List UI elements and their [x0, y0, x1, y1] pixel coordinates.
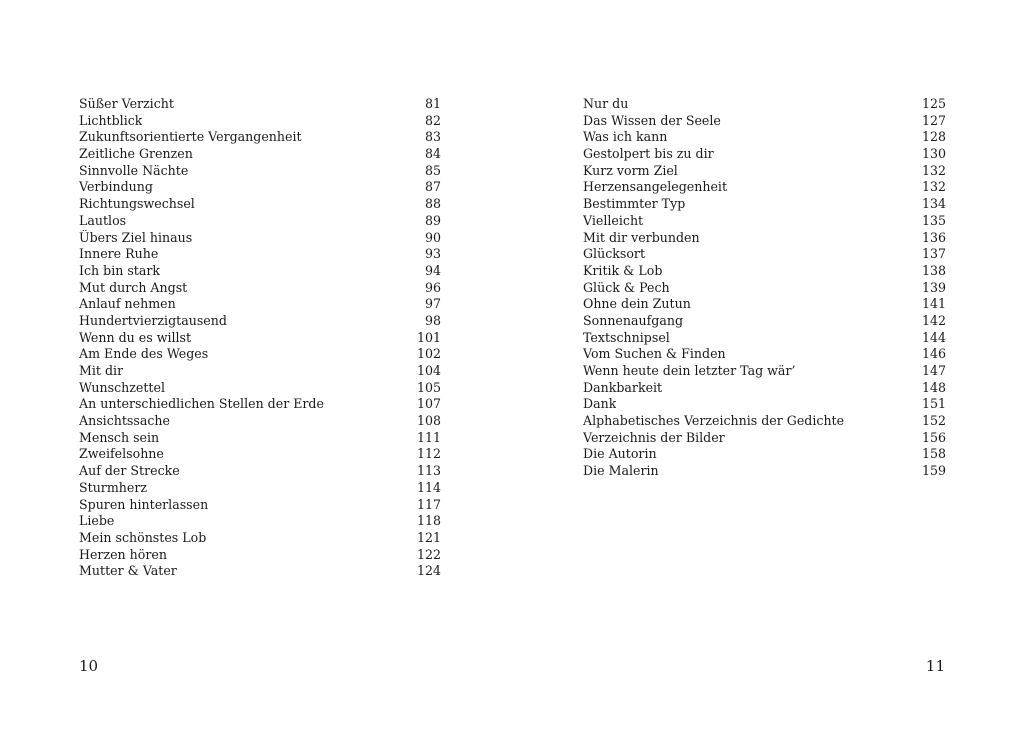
toc-entry [79, 96, 441, 113]
toc-entry-page: 96 [424, 279, 441, 295]
toc-entry-page: 98 [424, 312, 441, 328]
toc-entry-page: 127 [921, 112, 946, 128]
toc-entry-page: 134 [921, 196, 946, 212]
toc-entry-page: 125 [921, 96, 946, 111]
toc-entry-page: 113 [416, 463, 441, 479]
toc-entry-title: Das Wissen der Seele [583, 112, 721, 128]
toc-entry-page: 89 [424, 212, 441, 228]
toc-entry-title: An unterschiedlichen Stellen der Erde [79, 396, 324, 412]
toc-entry [583, 263, 946, 280]
toc-entry [79, 129, 441, 146]
toc-entry [583, 163, 946, 180]
toc-entry [583, 313, 946, 330]
toc-entry [79, 396, 441, 413]
toc-entry-page: 97 [424, 296, 441, 312]
toc-entry-title: Kurz vorm Ziel [583, 162, 678, 178]
toc-entry-page: 112 [416, 446, 441, 462]
toc-entry-title: Richtungswechsel [79, 196, 195, 212]
toc-entry-page: 90 [424, 229, 441, 245]
toc-entry [583, 446, 946, 463]
toc-entry-title: Mutter & Vater [79, 563, 177, 579]
toc-entry-page: 108 [416, 413, 441, 429]
toc-entry-page: 84 [424, 146, 441, 162]
toc-entry [583, 196, 946, 213]
toc-entry-title: Zukunftsorientierte Vergangenheit [79, 129, 302, 145]
toc-entry-title: Lichtblick [79, 112, 143, 128]
toc-entry [79, 179, 441, 196]
toc-entry-title: Vielleicht [583, 212, 644, 228]
toc-entry-page: 87 [424, 179, 441, 195]
toc-entry [583, 246, 946, 263]
toc-entry-page: 136 [921, 229, 946, 245]
toc-entry-page: 124 [416, 563, 441, 579]
toc-entry-page: 152 [921, 413, 946, 429]
toc-entry-page: 118 [416, 513, 441, 529]
toc-entry [583, 430, 946, 447]
toc-entry [79, 363, 441, 380]
toc-entry-title: Süßer Verzicht [79, 96, 174, 111]
toc-entry [79, 463, 441, 480]
toc-entry-title: Herzen hören [79, 546, 167, 562]
toc-entry-page: 142 [921, 312, 946, 328]
toc-entry-title: Sonnenaufgang [583, 312, 684, 328]
toc-entry-title: Zeitliche Grenzen [79, 146, 193, 162]
toc-entry-title: Mit dir [79, 363, 124, 378]
toc-entry [79, 380, 441, 397]
toc-entry-title: Wunschzettel [79, 379, 165, 395]
toc-entry-title: Wenn du es willst [79, 329, 192, 345]
toc-entry [583, 363, 946, 380]
toc-entry-page: 104 [416, 363, 441, 378]
toc-entry [79, 196, 441, 213]
toc-entry-page: 141 [921, 296, 946, 312]
toc-entry [583, 179, 946, 196]
toc-entry-title: Liebe [79, 513, 115, 529]
table-of-contents-left [79, 96, 441, 580]
toc-entry [79, 346, 441, 363]
toc-entry-page: 111 [416, 429, 441, 445]
toc-entry [79, 146, 441, 163]
toc-entry-page: 128 [921, 129, 946, 145]
toc-entry-title: Mit dir verbunden [583, 229, 700, 245]
toc-entry-page: 148 [921, 379, 946, 395]
toc-entry-title: Alphabetisches Verzeichnis der Gedichte [583, 413, 845, 429]
toc-entry [583, 213, 946, 230]
toc-entry-page: 88 [424, 196, 441, 212]
toc-entry-title: Dankbarkeit [583, 379, 663, 395]
toc-entry-title: Vom Suchen & Finden [583, 346, 726, 362]
toc-entry-page: 132 [921, 162, 946, 178]
toc-entry-title: Gestolpert bis zu dir [583, 146, 714, 162]
toc-entry [583, 113, 946, 130]
toc-entry [583, 396, 946, 413]
toc-entry [79, 430, 441, 447]
toc-entry [79, 113, 441, 130]
toc-entry-page: 144 [921, 329, 946, 345]
toc-entry-page: 137 [921, 246, 946, 262]
toc-entry [79, 163, 441, 180]
toc-entry [583, 96, 946, 113]
toc-entry [583, 146, 946, 163]
toc-entry-title: Dank [583, 396, 617, 412]
toc-entry-title: Bestimmter Typ [583, 196, 686, 212]
toc-entry-title: Mut durch Angst [79, 279, 188, 295]
toc-entry-page: 121 [416, 529, 441, 545]
toc-entry-page: 138 [921, 262, 946, 278]
toc-entry [79, 413, 441, 430]
toc-entry-title: Herzensangelegenheit [583, 179, 728, 195]
toc-entry-title: Verzeichnis der Bilder [583, 429, 725, 445]
toc-entry-title: Die Autorin [583, 446, 657, 462]
toc-entry [79, 230, 441, 247]
toc-entry [79, 213, 441, 230]
toc-entry-title: Sinnvolle Nächte [79, 162, 189, 178]
toc-entry-page: 122 [416, 546, 441, 562]
toc-entry [583, 330, 946, 347]
toc-entry-page: 85 [424, 162, 441, 178]
toc-entry-title: Innere Ruhe [79, 246, 159, 262]
toc-entry [79, 563, 441, 580]
toc-entry-title: Ohne dein Zutun [583, 296, 691, 312]
toc-entry-title: Lautlos [79, 212, 127, 228]
toc-entry-title: Auf der Strecke [79, 463, 180, 479]
toc-entry [79, 530, 441, 547]
toc-entry-title: Ansichtssache [79, 413, 170, 429]
toc-entry-page: 83 [424, 129, 441, 145]
toc-entry-title: Hundertvierzigtausend [79, 312, 227, 328]
toc-entry-title: Nur du [583, 96, 629, 111]
toc-entry [583, 296, 946, 313]
toc-entry-title: Mensch sein [79, 429, 160, 445]
toc-entry-page: 156 [921, 429, 946, 445]
toc-entry [79, 330, 441, 347]
toc-entry [79, 296, 441, 313]
toc-entry [79, 480, 441, 497]
toc-entry-page: 114 [416, 479, 441, 495]
toc-entry-title: Die Malerin [583, 463, 659, 479]
toc-entry-page: 102 [416, 346, 441, 362]
toc-entry [79, 313, 441, 330]
toc-entry-title: Am Ende des Weges [79, 346, 209, 362]
toc-entry-page: 158 [921, 446, 946, 462]
toc-entry [583, 280, 946, 297]
toc-entry-page: 107 [416, 396, 441, 412]
toc-entry [79, 446, 441, 463]
toc-entry [583, 380, 946, 397]
page-number-left: 10 [79, 657, 99, 675]
toc-entry [583, 463, 946, 480]
toc-entry-title: Kritik & Lob [583, 262, 663, 278]
toc-entry-page: 117 [416, 496, 441, 512]
toc-entry [79, 497, 441, 514]
toc-entry-page: 101 [416, 329, 441, 345]
toc-entry-title: Übers Ziel hinaus [79, 229, 193, 245]
toc-entry [79, 246, 441, 263]
toc-entry [583, 129, 946, 146]
toc-entry-page: 81 [424, 96, 441, 111]
toc-entry-title: Glücksort [583, 246, 646, 262]
toc-entry-page: 94 [424, 262, 441, 278]
toc-entry-page: 135 [921, 212, 946, 228]
toc-entry-page: 130 [921, 146, 946, 162]
page-number-right: 11 [925, 657, 945, 675]
toc-entry-title: Mein schönstes Lob [79, 529, 207, 545]
toc-entry [583, 346, 946, 363]
toc-entry-title: Anlauf nehmen [79, 296, 176, 312]
toc-entry-title: Ich bin stark [79, 262, 161, 278]
toc-entry-title: Textschnipsel [583, 329, 670, 345]
toc-entry-title: Sturmherz [79, 479, 147, 495]
toc-entry-page: 105 [416, 379, 441, 395]
toc-entry-page: 93 [424, 246, 441, 262]
toc-entry [79, 263, 441, 280]
toc-entry [583, 230, 946, 247]
toc-entry-page: 159 [921, 463, 946, 479]
table-of-contents-right [583, 96, 946, 480]
toc-entry-title: Verbindung [79, 179, 153, 195]
toc-entry-title: Spuren hinterlassen [79, 496, 209, 512]
toc-entry-page: 82 [424, 112, 441, 128]
toc-entry-page: 147 [921, 363, 946, 378]
right-page [512, 0, 1024, 748]
toc-entry-page: 151 [921, 396, 946, 412]
toc-entry-title: Wenn heute dein letzter Tag wär’ [583, 363, 796, 378]
toc-entry-title: Zweifelsohne [79, 446, 164, 462]
toc-entry [79, 280, 441, 297]
toc-entry [79, 513, 441, 530]
toc-entry [79, 547, 441, 564]
toc-entry-page: 132 [921, 179, 946, 195]
toc-entry-page: 146 [921, 346, 946, 362]
toc-entry-page: 139 [921, 279, 946, 295]
toc-entry [583, 413, 946, 430]
toc-entry-title: Was ich kann [583, 129, 668, 145]
toc-entry-title: Glück & Pech [583, 279, 670, 295]
